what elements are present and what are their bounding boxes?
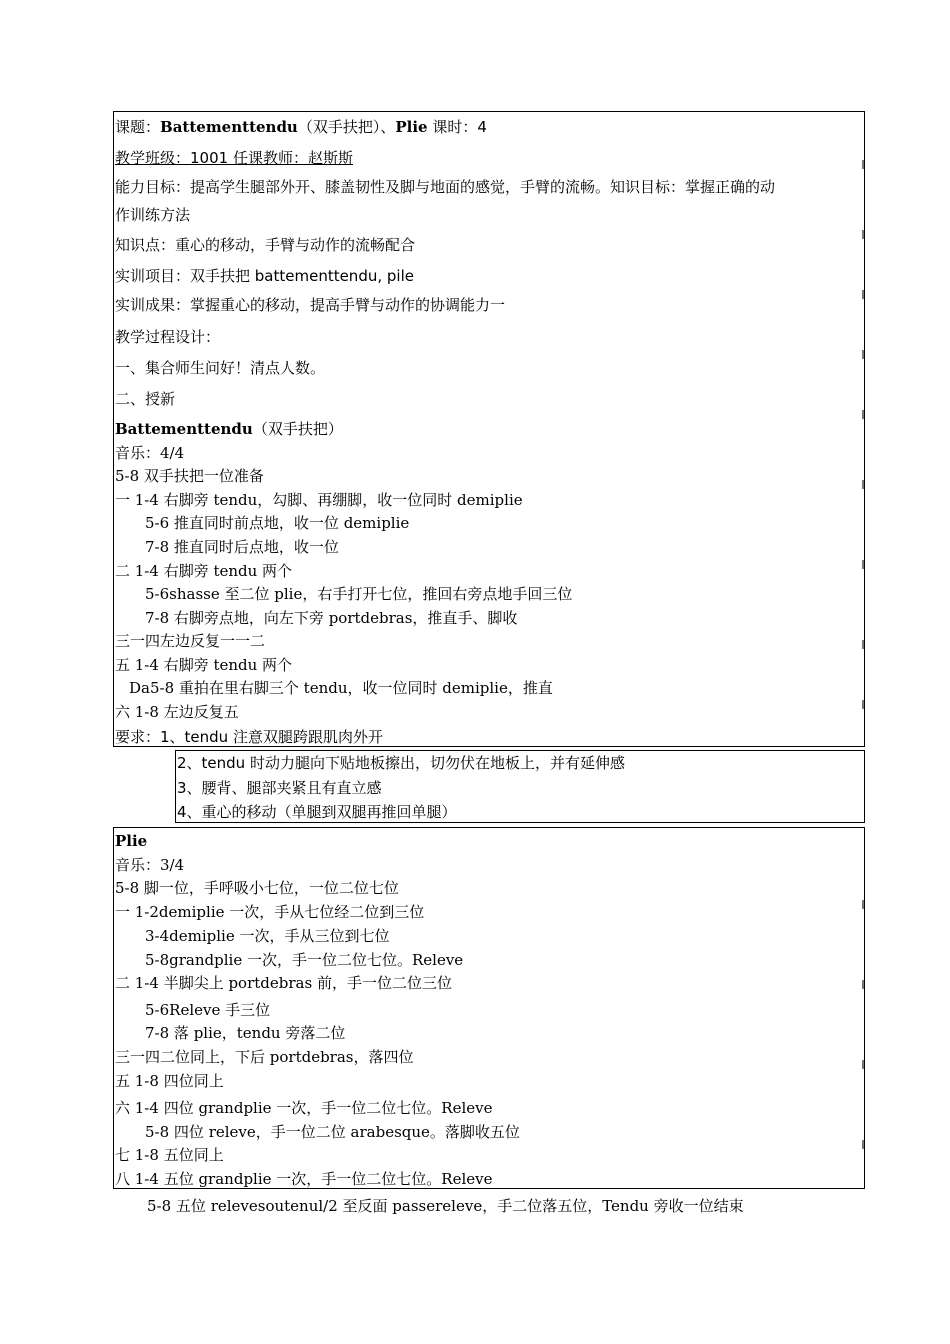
plie-line: 二 1-4 半脚尖上 portdebras 前，手一位二位三位 [115,974,452,992]
tendu-line: 5-6shasse 至二位 plie，右手打开七位，推回右旁点地手回三位 [145,585,573,603]
plie-line: 5-8 四位 releve，手一位二位 arabesque。落脚收五位 [145,1123,520,1141]
plie-line: 一 1-2demiplie 一次，手从七位经二位到三位 [115,903,425,921]
border-mark [862,160,864,169]
ability-goal-cont: 作训练方法 [115,206,191,224]
plie-line: 三一四二位同上，下后 portdebras，落四位 [115,1048,414,1066]
requirement-item: 4、重心的移动（单腿到双腿再推回单腿） [177,803,457,821]
border-mark [862,410,864,419]
plie-line: 7-8 落 plie，tendu 旁落二位 [145,1024,346,1042]
lesson-title: 课题：Battementtendu（双手扶把）、Plie 课时：4 [115,118,487,136]
tendu-line: 二 1-4 右脚旁 tendu 两个 [115,562,293,580]
tendu-line: 7-8 推直同时后点地，收一位 [145,538,339,556]
requirement-item: 3、腰背、腿部夹紧且有直立感 [177,779,382,797]
tendu-line: 六 1-8 左边反复五 [115,703,239,721]
training-project: 实训项目：双手扶把 battementtendu, pile [115,267,414,285]
tendu-line: 一 1-4 右脚旁 tendu，勾脚、再绷脚，收一位同时 demiplie [115,491,523,509]
plie-line: 5-6Releve 手三位 [145,1001,271,1019]
tendu-line: 三一四左边反复一一二 [115,632,266,650]
border-mark [862,350,864,359]
training-result: 实训成果：掌握重心的移动，提高手臂与动作的协调能力一 [115,296,506,314]
process-design-heading: 教学过程设计： [115,328,221,346]
plie-line: 音乐：3/4 [115,856,185,874]
plie-line: 5-8 脚一位，手呼吸小七位，一位二位七位 [115,879,399,897]
plie-line: 5-8grandplie 一次，手一位二位七位。Releve [145,951,464,969]
knowledge-point: 知识点：重心的移动，手臂与动作的流畅配合 [115,236,416,254]
tendu-line: 5-6 推直同时前点地，收一位 demiplie [145,514,410,532]
border-mark [862,640,864,649]
border-mark [862,290,864,299]
border-mark [862,560,864,569]
plie-line: 六 1-4 四位 grandplie 一次，手一位二位七位。Releve [115,1099,493,1117]
tendu-line: Da5-8 重拍在里右脚三个 tendu，收一位同时 demiplie，推直 [129,679,553,697]
border-mark [862,980,864,989]
requirements-first: 要求：1、tendu 注意双腿跨跟肌肉外开 [115,728,383,746]
plie-line: 七 1-8 五位同上 [115,1146,224,1164]
plie-line: 3-4demiplie 一次，手从三位到七位 [145,927,390,945]
tendu-line: 五 1-4 右脚旁 tendu 两个 [115,656,293,674]
requirement-item: 2、tendu 时动力腿向下贴地板擦出，切勿伏在地板上，并有延伸感 [177,754,625,772]
tendu-heading: Battementtendu（双手扶把） [115,420,343,438]
ability-goal: 能力目标：提高学生腿部外开、膝盖韧性及脚与地面的感觉，手臂的流畅。知识目标：掌握正确的动 [115,178,776,196]
tendu-line: 5-8 双手扶把一位准备 [115,467,264,485]
step-two: 二、授新 [115,390,176,408]
plie-line: 八 1-4 五位 grandplie 一次，手一位二位七位。Releve [115,1170,493,1188]
border-mark [862,900,864,909]
border-mark [862,1060,864,1069]
class-info: 教学班级：1001 任课教师：赵斯斯 [115,149,353,167]
plie-final-line: 5-8 五位 relevesoutenul/2 至反面 passereleve，手二位落五位，Tendu 旁收一位结束 [147,1197,744,1215]
border-mark [862,1140,864,1149]
tendu-line: 7-8 右脚旁点地，向左下旁 portdebras，推直手、脚收 [145,609,518,627]
step-one: 一、集合师生问好！清点人数。 [115,359,326,377]
plie-heading: Plie [115,832,148,850]
border-mark [862,700,864,709]
tendu-line: 音乐：4/4 [115,444,185,462]
border-mark [862,230,864,239]
plie-line: 五 1-8 四位同上 [115,1072,224,1090]
border-mark [862,480,864,489]
